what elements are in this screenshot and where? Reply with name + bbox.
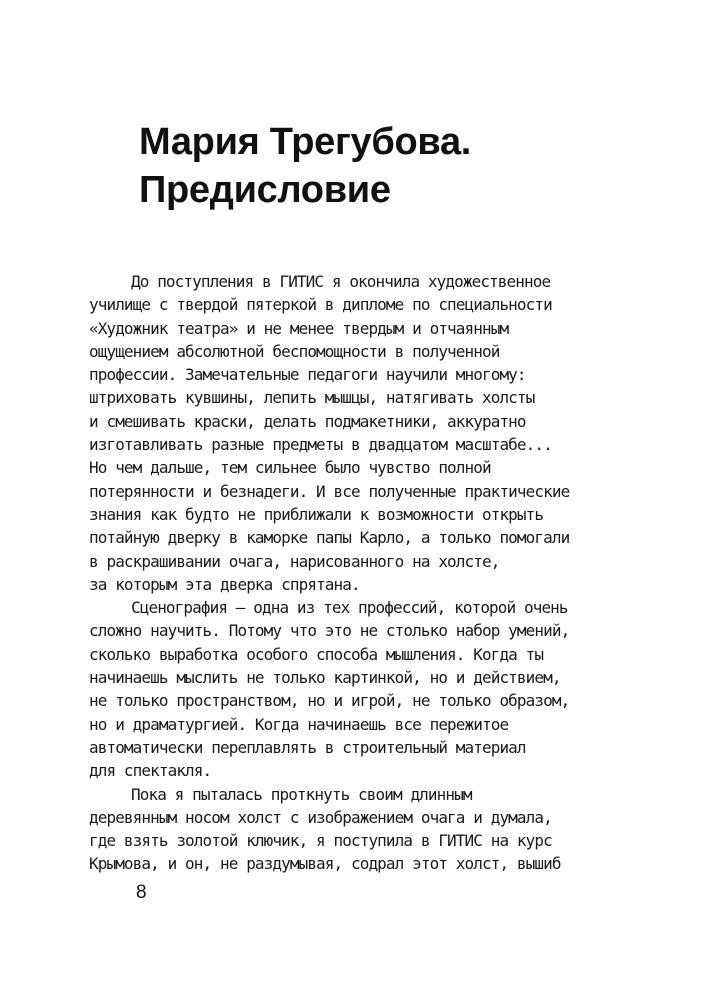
paragraph-2-line-8: для спектакля. bbox=[89, 761, 212, 781]
paragraph-3-line-4: Крымова, и он, не раздумывая, содрал этот холст, вышиб bbox=[89, 854, 561, 874]
paragraph-1-line-8: изготавливать разные предметы в двадцатом масштабе... bbox=[89, 435, 552, 455]
paragraph-2-line-2: сложно научить. Потому что это не столько набор умений, bbox=[89, 621, 570, 641]
chapter-body bbox=[89, 270, 609, 876]
paragraph-3-line-1: Пока я пыталась проткнуть своим длинным bbox=[131, 784, 472, 804]
paragraph-2-line-6: но и драматургией. Когда начинаешь все пережитое bbox=[89, 714, 509, 734]
chapter-title-line-1: Мария Трегубова. bbox=[139, 121, 472, 163]
chapter-title bbox=[139, 118, 599, 214]
paragraph-2-line-4: начинаешь мыслить не только картинкой, но и действием, bbox=[89, 668, 561, 688]
paragraph-1-line-5: профессии. Замечательные педагоги научили многому: bbox=[89, 365, 526, 385]
paragraph-1-line-14: за которым эта дверка спрятана. bbox=[89, 574, 360, 594]
paragraph-1-line-4: ощущением абсолютной беспомощности в полученной bbox=[89, 341, 500, 361]
paragraph-1-line-6: штриховать кувшины, лепить мышцы, натягивать холсты bbox=[89, 388, 535, 408]
paragraph-1-line-9: Но чем дальше, тем сильнее было чувство полной bbox=[89, 458, 491, 478]
paragraph-2-line-1: Сценография — одна из тех профессий, которой очень bbox=[131, 598, 568, 618]
paragraph-1-line-3: «Художник театра» и не менее твердым и отчаянным bbox=[89, 318, 509, 338]
paragraph-1-line-11: знания как будто не приближали к возможности открыть bbox=[89, 504, 544, 524]
paragraph-1-line-13: в раскрашивании очага, нарисованного на холсте, bbox=[89, 551, 500, 571]
paragraph-2-line-3: сколько выработка особого способа мышления. Когда ты bbox=[89, 644, 544, 664]
paragraph-2-line-5: не только пространством, но и игрой, не только образом, bbox=[89, 691, 570, 711]
paragraph-1-line-7: и смешивать краски, делать подмакетники, аккуратно bbox=[89, 411, 526, 431]
paragraph-1-line-1: До поступления в ГИТИС я окончила художественное bbox=[131, 272, 551, 291]
paragraph-3-line-2: деревянным носом холст с изображением очага и думала, bbox=[89, 807, 552, 827]
paragraph-1-line-2: училище с твердой пятеркой в дипломе по специальности bbox=[89, 295, 552, 315]
chapter-title-line-2: Предисловие bbox=[139, 169, 391, 211]
paragraph-1-line-12: потайную дверку в каморке папы Карло, а только помогали bbox=[89, 528, 570, 548]
paragraph-3-line-3: где взять золотой ключик, я поступила в ГИТИС на курс bbox=[89, 831, 552, 851]
paragraph-1-line-10: потерянности и безнадеги. И все полученные практические bbox=[89, 481, 570, 501]
paragraph-2-line-7: автоматически переплавлять в строительный материал bbox=[89, 737, 526, 757]
page-number: 8 bbox=[136, 882, 147, 903]
